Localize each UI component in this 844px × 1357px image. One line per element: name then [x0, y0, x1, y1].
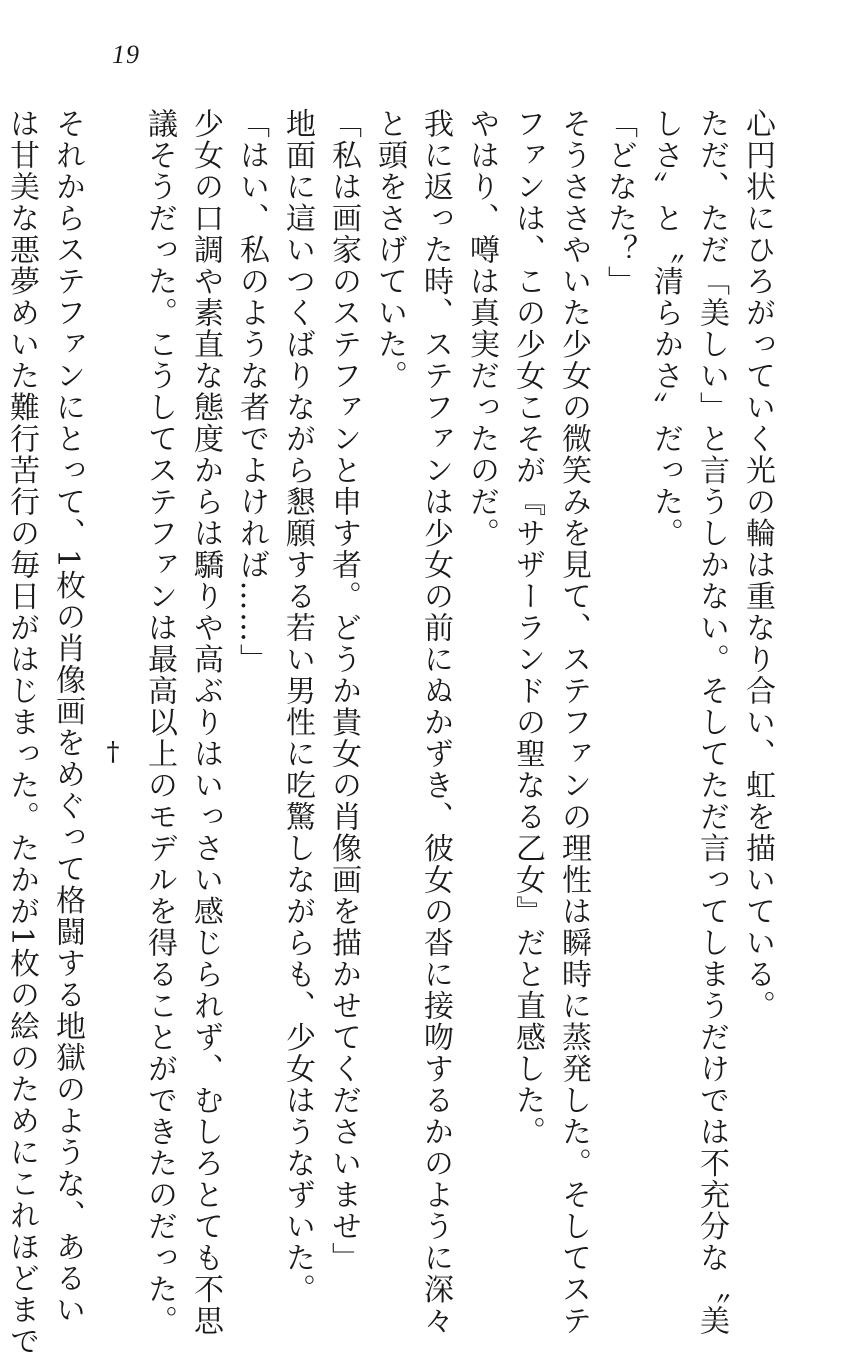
text-line: 議そうだった。こうしてステファンは最高以上のモデルを得ることができたのだった。	[142, 108, 177, 1337]
text-line: ただ、ただ「美しい」と言うしかない。そしてただ言ってしまうだけでは不充分な〝美	[694, 108, 729, 1337]
text-line: 「私は画家のステファンと申す者。どうか貴女の肖像画を描かせてくださいませ」	[326, 108, 361, 1274]
text-line: やはり、噂は真実だったのだ。	[464, 108, 499, 549]
page-number: 19	[112, 40, 140, 69]
text-line: ファンは、この少女こそが『サザーランドの聖なる乙女』だと直感した。	[510, 108, 545, 1148]
text-line: 地面に這いつくばりながら懇願する若い男性に吃驚しながらも、少女はうなずいた。	[280, 108, 315, 1305]
text-line: そうささやいた少女の微笑みを見て、ステファンの理性は瞬時に蒸発した。そしてステ	[556, 108, 591, 1337]
text-line: それからステファンにとって、1枚の肖像画をめぐって格闘する地獄のような、あるい	[50, 108, 85, 1326]
vertical-text-body	[4, 108, 780, 1357]
text-line: 我に返った時、ステファンは少女の前にぬかずき、彼女の沓に接吻するかのように深々	[418, 108, 453, 1337]
text-line: しさ〟と〝清らかさ〟だった。	[648, 108, 683, 549]
text-line: 「はい、私のような者でよければ……」	[234, 108, 269, 675]
text-line: 「どなた？」	[602, 108, 637, 297]
scene-break-mark: †	[98, 737, 128, 769]
text-line: は甘美な悪夢めいた難行苦行の毎日がはじまった。たかが1枚の絵のためにこれほどまで	[4, 108, 39, 1357]
text-line: と頭をさげていた。	[372, 108, 407, 392]
text-line: 少女の口調や素直な態度からは驕りや高ぶりはいっさい感じられず、むしろとても不思	[188, 108, 223, 1337]
text-line: 心円状にひろがっていく光の輪は重なり合い、虹を描いている。	[740, 108, 775, 1022]
